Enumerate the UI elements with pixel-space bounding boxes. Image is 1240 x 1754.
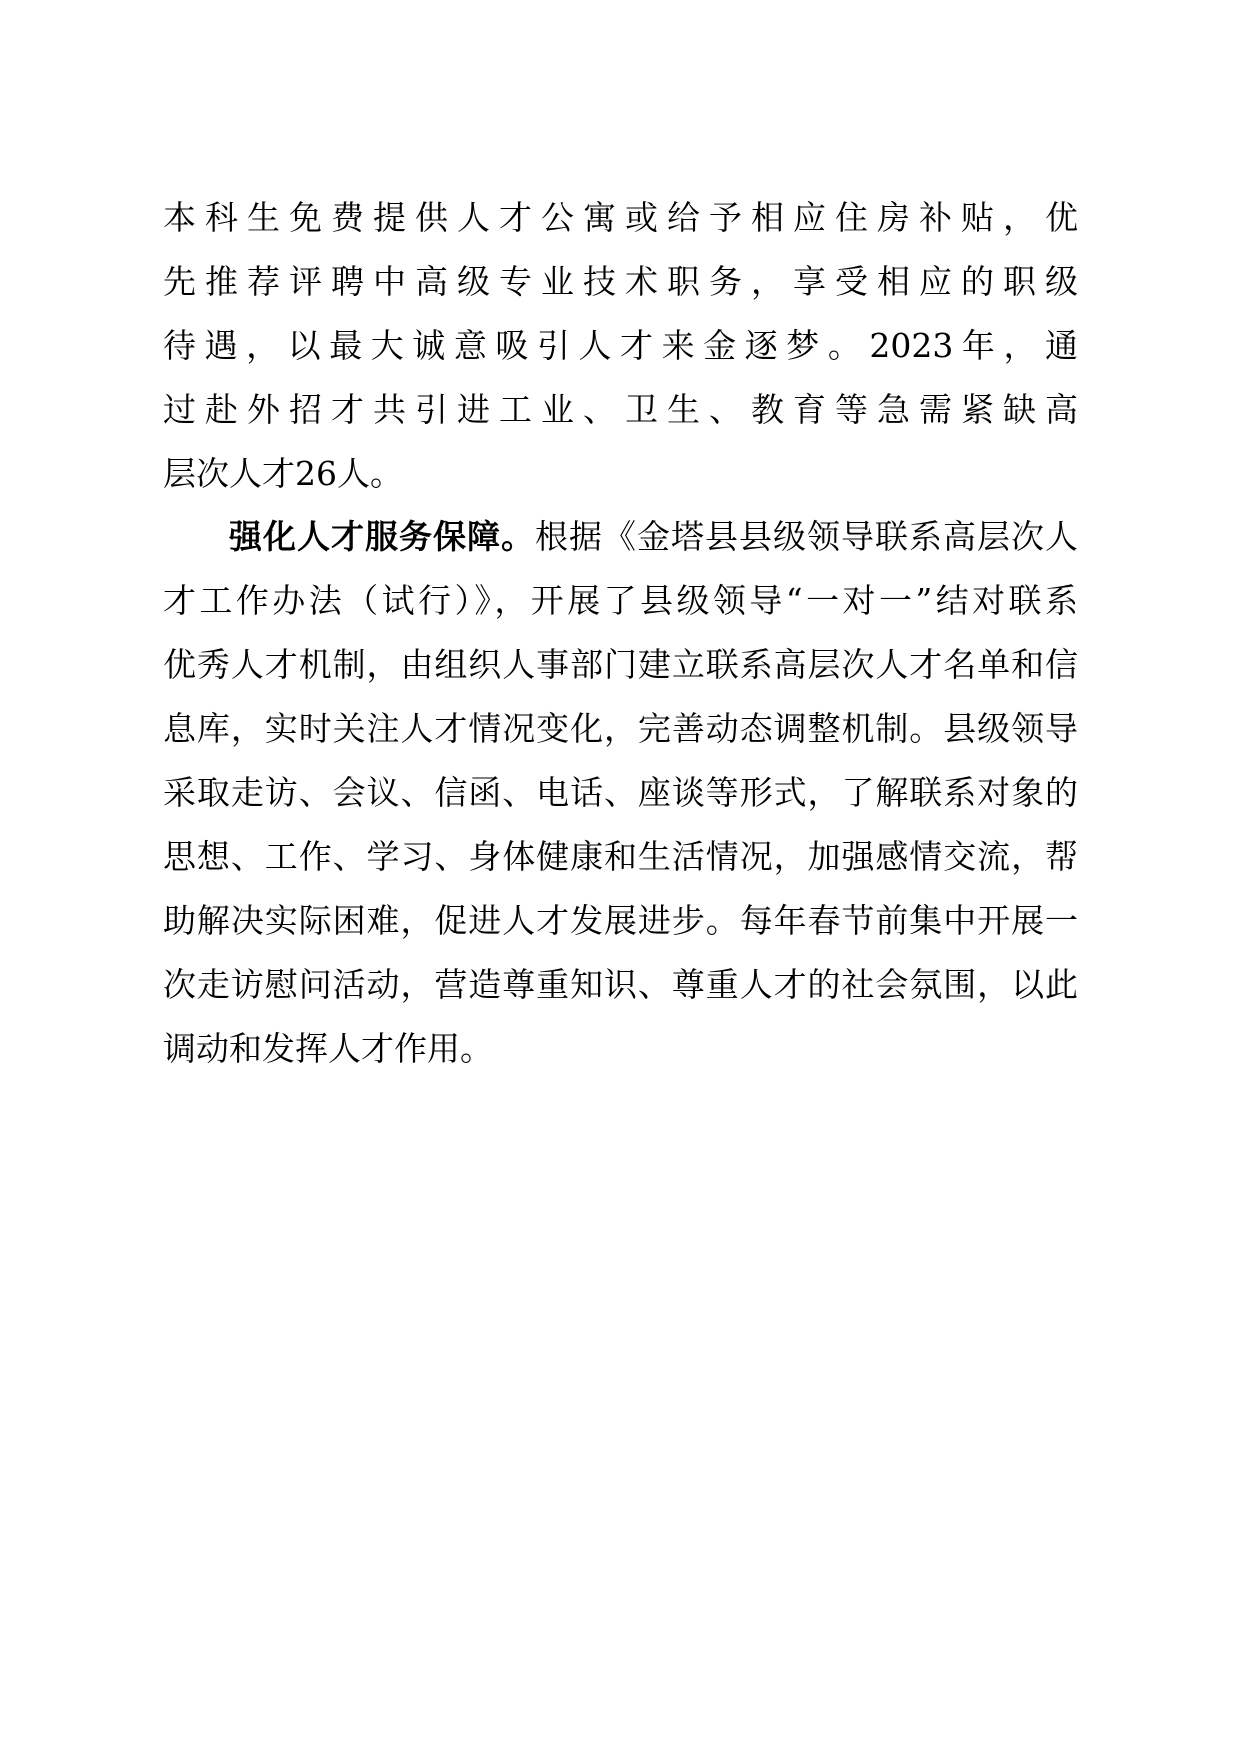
paragraph-line: 思想、工作、学习、身体健康和生活情况，加强感情交流，帮 xyxy=(163,837,1078,876)
paragraph-heading: 强化人才服务保障。 xyxy=(229,517,535,556)
paragraph-line: 才工作办法（试行）》，开展了县级领导“一对一”结对联系 xyxy=(163,581,1078,620)
paragraph-line: 调动和发挥人才作用。 xyxy=(163,1029,493,1068)
paragraph-line: 待遇，以最大诚意吸引人才来金逐梦。2023年，通 xyxy=(163,326,1078,365)
paragraph-talent-service xyxy=(163,505,1078,1081)
paragraph-line: 过赴外招才共引进工业、卫生、教育等急需紧缺高 xyxy=(163,390,1078,429)
paragraph-line: 次走访慰问活动，营造尊重知识、尊重人才的社会氛围，以此 xyxy=(163,965,1078,1004)
paragraph-line: 先推荐评聘中高级专业技术职务，享受相应的职级 xyxy=(163,262,1078,301)
paragraph-line: 息库，实时关注人才情况变化，完善动态调整机制。县级领导 xyxy=(163,709,1078,748)
paragraph-talent-housing xyxy=(163,186,1078,506)
paragraph-line: 助解决实际困难，促进人才发展进步。每年春节前集中开展一 xyxy=(163,901,1078,940)
paragraph-line: 优秀人才机制，由组织人事部门建立联系高层次人才名单和信 xyxy=(163,645,1078,684)
paragraph-line: 采取走访、会议、信函、电话、座谈等形式，了解联系对象的 xyxy=(163,773,1078,812)
paragraph-first-line xyxy=(163,505,1078,569)
paragraph-line: 层次人才26人。 xyxy=(163,454,403,493)
paragraph-first-line-text: 根据《金塔县县级领导联系高层次人 xyxy=(535,517,1078,556)
paragraph-line: 本科生免费提供人才公寓或给予相应住房补贴，优 xyxy=(163,198,1078,237)
